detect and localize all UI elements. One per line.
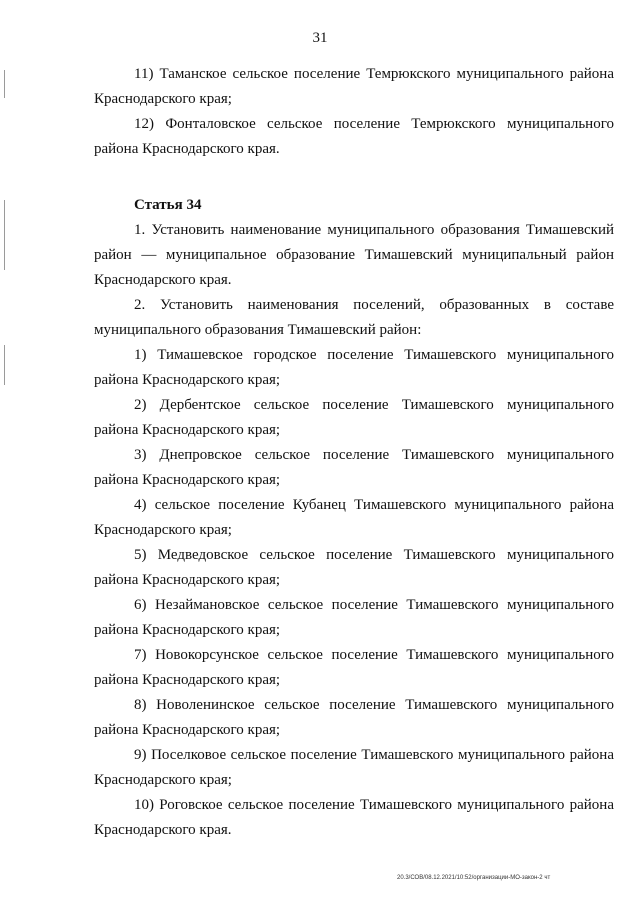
article-paragraph: 1. Установить наименование муниципального образования Тимашевский район — муниципальное образование Тимашевский муниципальный район Краснодарского края. [94, 222, 614, 288]
list-item: 7) Новокорсунское сельское поселение Тимашевского муниципального района Краснодарского края; [94, 647, 614, 688]
article-heading: Статья 34 [134, 197, 202, 213]
list-item: 12) Фонталовское сельское поселение Темрюкского муниципального района Краснодарского края. [94, 116, 614, 157]
list-item: 1) Тимашевское городское поселение Тимашевского муниципального района Краснодарского края; [94, 347, 614, 388]
list-item: 5) Медведовское сельское поселение Тимашевского муниципального района Краснодарского края; [94, 547, 614, 588]
list-item: 2) Дербентское сельское поселение Тимашевского муниципального района Краснодарского края; [94, 397, 614, 438]
list-item: 3) Днепровское сельское поселение Тимашевского муниципального района Краснодарского края; [94, 447, 614, 488]
margin-scan-mark [4, 70, 5, 98]
document-body [94, 62, 614, 843]
page-number: 31 [312, 30, 328, 46]
list-item: 6) Незаймановское сельское поселение Тимашевского муниципального района Краснодарского края; [94, 597, 614, 638]
margin-scan-mark [4, 200, 5, 270]
list-item: 8) Новоленинское сельское поселение Тимашевского муниципального района Краснодарского края; [94, 697, 614, 738]
article-paragraph: 2. Установить наименования поселений, образованных в составе муниципального образования Тимашевский район: [94, 297, 614, 338]
list-item: 4) сельское поселение Кубанец Тимашевского муниципального района Краснодарского края; [94, 497, 614, 538]
margin-scan-mark [4, 345, 5, 385]
list-item: 9) Поселковое сельское поселение Тимашевского муниципального района Краснодарского края; [94, 747, 614, 788]
list-item: 10) Роговское сельское поселение Тимашевского муниципального района Краснодарского края. [94, 797, 614, 838]
document-footer-code: 20.3/СОВ/08.12.2021/10:52/организации-МО-закон-2 чт [397, 875, 551, 881]
list-item: 11) Таманское сельское поселение Темрюкского муниципального района Краснодарского края; [94, 66, 614, 107]
